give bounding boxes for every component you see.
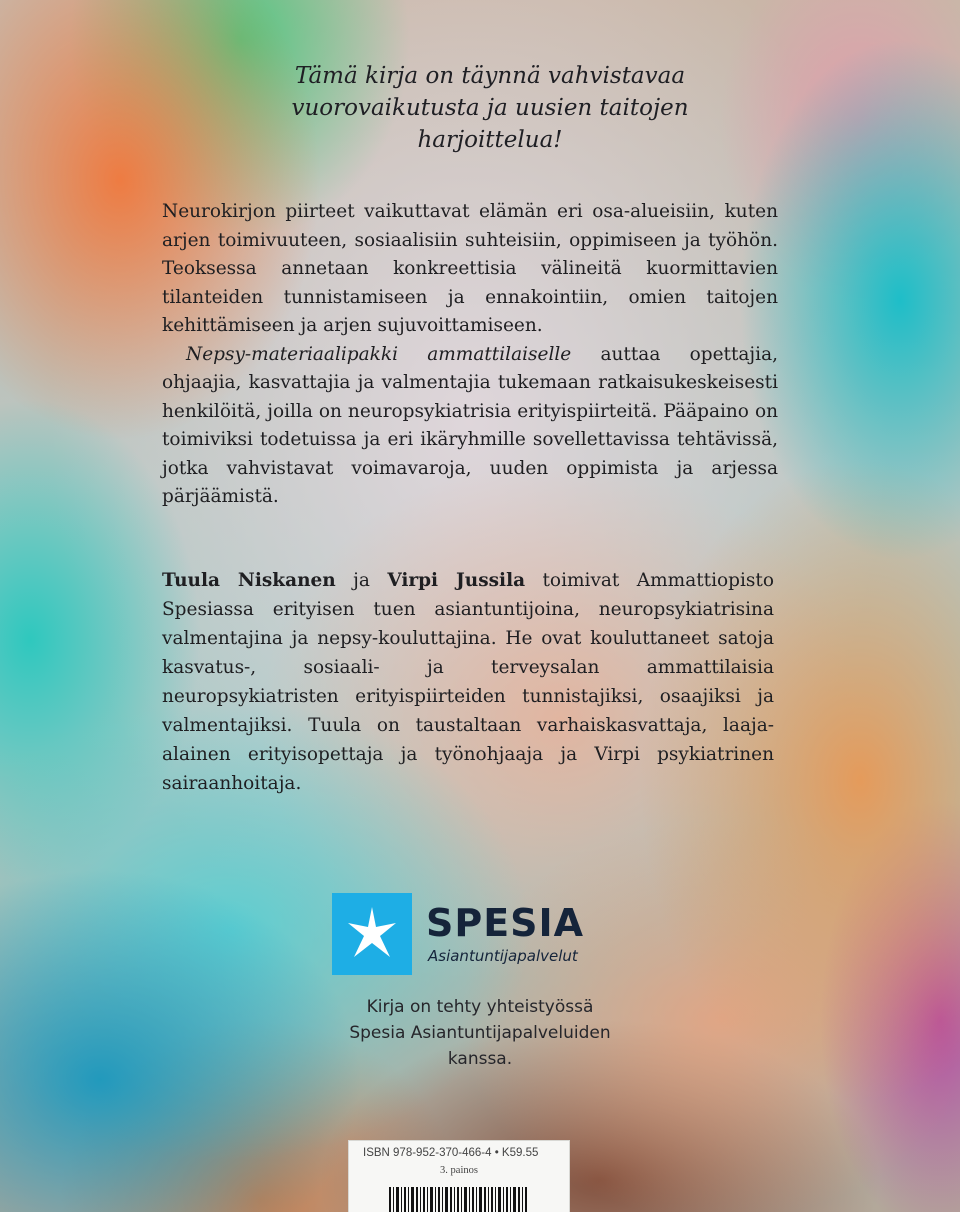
spesia-logo	[332, 893, 632, 975]
printing-edition: 3. painos	[440, 1165, 478, 1176]
book-description	[162, 198, 778, 512]
description-text: auttaa opettajia, ohjaajia, kasvattajia ja valmentajia tukemaan ratkaisukeskeisesti henkilöitä, joilla on neuropsykiatrisia erityispiirteitä. Pääpaino on toimiviksi todetuissa ja eri ikäryhmille sovellettavissa tehtävissä, jotka vahvistavat voimavaroja, uuden oppimista ja arjessa pärjäämistä.	[162, 343, 778, 507]
credit-line: Spesia Asiantuntijapalveluiden	[349, 1023, 611, 1043]
book-title: Nepsy-materiaalipakki ammattilaiselle	[186, 343, 572, 365]
author-conjunction: ja	[335, 570, 388, 591]
collaboration-note	[300, 994, 660, 1072]
star-icon	[342, 903, 402, 965]
description-paragraph: Neurokirjon piirteet vaikuttavat elämän eri osa-alueisiin, kuten arjen toimivuuteen, sosiaalisiin suhteisiin, oppimiseen ja työhön. Teoksessa annetaan konkreettisia välineitä kuormittavien tilanteiden tunnistamiseen ja ennakointiin, omien taitojen kehittämiseen ja arjen sujuvoittamiseen.	[162, 201, 778, 336]
isbn-text: ISBN 978-952-370-466-4 • K59.55	[363, 1147, 539, 1159]
tagline-line: Tämä kirja on täynnä vahvistavaa	[294, 63, 686, 89]
credit-line: kanssa.	[447, 1049, 513, 1069]
author-bio-text: toimivat Ammattiopisto Spesiassa erityisen tuen asiantuntijoina, neuropsykiatrisina valmentajina ja nepsy-kouluttajina. He ovat kouluttaneet satoja kasvatus-, sosiaali- ja terveysalan ammattilaisia neuropsykiatristen erityispiirteiden tunnistajiksi, osaajiksi ja valmentajiksi. Tuula on taustaltaan varhaiskasvattaja, laaja-alainen erityisopettaja ja työnohjaaja ja Virpi psykiatrinen sairaanhoitaja.	[162, 570, 774, 794]
tagline-line: vuorovaikutusta ja uusien taitojen	[291, 95, 689, 121]
logo-mark	[332, 893, 412, 975]
barcode	[389, 1187, 529, 1212]
tagline-line: harjoittelua!	[417, 127, 563, 153]
author-name: Tuula Niskanen	[162, 570, 336, 591]
logo-wordmark: SPESIA	[426, 901, 585, 945]
logo-subtitle: Asiantuntijapalvelut	[428, 947, 578, 965]
credit-line: Kirja on tehty yhteistyössä	[366, 997, 594, 1017]
author-bio	[162, 566, 774, 798]
description-paragraph	[162, 341, 778, 512]
isbn-sticker	[348, 1140, 570, 1212]
author-name: Virpi Jussila	[387, 570, 526, 591]
tagline	[230, 60, 750, 156]
